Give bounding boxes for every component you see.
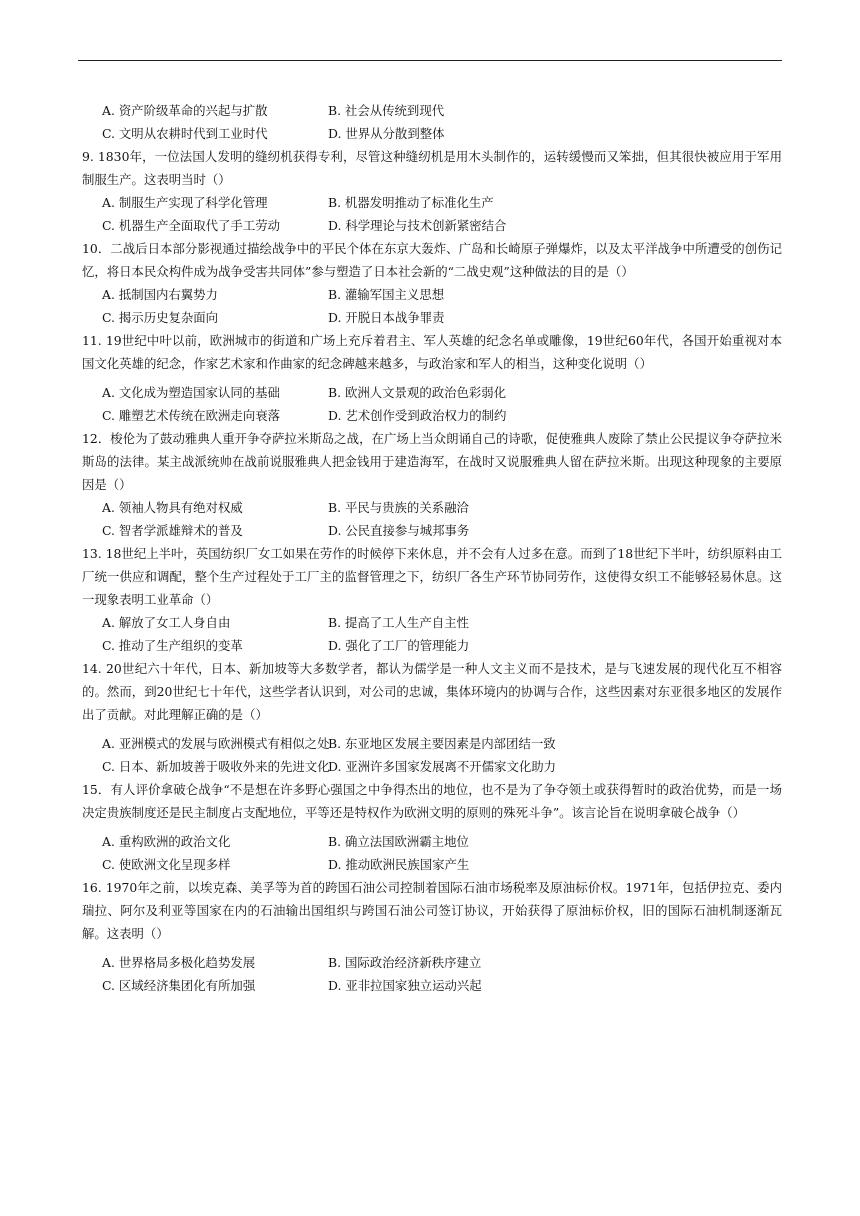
option-b: B. 国际政治经济新秩序建立 <box>328 955 482 970</box>
question-11 <box>82 329 782 427</box>
option-c: C. 日本、新加坡善于吸收外来的先进文化 <box>102 759 330 774</box>
question-stem: 15．有人评价拿破仑战争“不是想在许多野心强国之中争得杰出的地位，也不是为了争夺领土或获得暂时的政治优势，而是一场决定贵族制度还是民主制度占支配地位，平等还是特权作为欧洲文明的原则的殊死斗争”。该言论旨在说明拿破仑战争（） <box>82 782 782 820</box>
option-c: C. 雕塑艺术传统在欧洲走向衰落 <box>102 408 280 423</box>
question-12 <box>82 427 782 542</box>
option-d: D. 开脱日本战争罪责 <box>328 310 445 325</box>
option-a: A. 重构欧洲的政治文化 <box>102 834 231 849</box>
question-10 <box>82 237 782 329</box>
question-8-options <box>82 99 782 145</box>
option-b: B. 欧洲人文景观的政治色彩弱化 <box>328 385 507 400</box>
option-d: D. 强化了工厂的管理能力 <box>328 638 470 653</box>
question-15 <box>82 778 782 876</box>
option-c: C. 区域经济集团化有所加强 <box>102 978 256 993</box>
option-c: C. 机器生产全面取代了手工劳动 <box>102 218 280 233</box>
header-rule <box>78 60 782 61</box>
option-c: C. 智者学派雄辩术的普及 <box>102 523 243 538</box>
question-stem: 13. 18世纪上半叶，英国纺织厂女工如果在劳作的时候停下来休息，并不会有人过多在意。而到了18世纪下半叶，纺织原料由工厂统一供应和调配，整个生产过程处于工厂主的监督管理之下，纺织厂各生产环节协同劳作，这使得女织工不能够轻易休息。这一现象表明工业革命（） <box>82 546 782 607</box>
option-a: A. 亚洲模式的发展与欧洲模式有相似之处 <box>102 736 330 751</box>
option-b: B. 平民与贵族的关系融洽 <box>328 500 469 515</box>
option-c: C. 使欧洲文化呈现多样 <box>102 857 231 872</box>
question-stem: 9. 1830年，一位法国人发明的缝纫机获得专利，尽管这种缝纫机是用木头制作的，运转缓慢而又笨拙，但其很快被应用于军用制服生产。这表明当时（） <box>82 149 782 187</box>
question-stem: 14. 20世纪六十年代，日本、新加坡等大多数学者，都认为儒学是一种人文主义而不是技术，是与飞速发展的现代化互不相容的。然而，到20世纪七十年代，这些学者认识到，对公司的忠诚，集体环境内的协调与合作，这些因素对东亚很多地区的发展作出了贡献。对此理解正确的是（） <box>82 661 782 722</box>
question-stem: 12．梭伦为了鼓动雅典人重开争夺萨拉米斯岛之战，在广场上当众朗诵自己的诗歌，促使雅典人废除了禁止公民提议争夺萨拉米斯岛的法律。某主战派统帅在战前说服雅典人把金钱用于建造海军，在战时又说服雅典人留在萨拉米斯。出现这种现象的主要原因是（） <box>82 431 782 492</box>
option-d: D. 艺术创作受到政治权力的制约 <box>328 408 507 423</box>
question-stem: 10．二战后日本部分影视通过描绘战争中的平民个体在东京大轰炸、广岛和长崎原子弹爆炸，以及太平洋战争中所遭受的创伤记忆，将日本民众构件成为战争受害共同体”参与塑造了日本社会新的“二战史观”这种做法的目的是（） <box>82 241 782 279</box>
option-d: D. 公民直接参与城邦事务 <box>328 523 470 538</box>
option-d: D. 科学理论与技术创新紧密结合 <box>328 218 507 233</box>
option-a: A. 解放了女工人身自由 <box>102 615 231 630</box>
question-9 <box>82 145 782 237</box>
option-a: A. 制服生产实现了科学化管理 <box>102 195 268 210</box>
option-c: C. 揭示历史复杂面向 <box>102 310 219 325</box>
option-c: C. 推动了生产组织的变革 <box>102 638 243 653</box>
option-b: B. 社会从传统到现代 <box>328 103 445 118</box>
option-a: A. 抵制国内右翼势力 <box>102 287 218 302</box>
option-a: A. 文化成为塑造国家认同的基础 <box>102 385 280 400</box>
option-d: D. 亚洲许多国家发展离不开儒家文化助力 <box>328 759 557 774</box>
option-a: A. 世界格局多极化趋势发展 <box>102 955 256 970</box>
option-b: B. 提高了工人生产自主性 <box>328 615 469 630</box>
question-page <box>82 99 782 997</box>
question-16 <box>82 876 782 997</box>
option-a: A. 领袖人物具有绝对权威 <box>102 500 243 515</box>
option-b: B. 机器发明推动了标准化生产 <box>328 195 494 210</box>
option-d: D. 亚非拉国家独立运动兴起 <box>328 978 482 993</box>
question-stem: 11. 19世纪中叶以前，欧洲城市的街道和广场上充斥着君主、军人英雄的纪念名单或雕像，19世纪60年代，各国开始重视对本国文化英雄的纪念，作家艺术家和作曲家的纪念碑越来越多，与政治家和军人的相当，这种变化说明（） <box>82 333 782 371</box>
option-d: D. 推动欧洲民族国家产生 <box>328 857 470 872</box>
option-b: B. 东亚地区发展主要因素是内部团结一致 <box>328 736 556 751</box>
option-b: B. 确立法国欧洲霸主地位 <box>328 834 469 849</box>
question-13 <box>82 542 782 657</box>
question-stem: 16. 1970年之前，以埃克森、美孚等为首的跨国石油公司控制着国际石油市场税率及原油标价权。1971年，包括伊拉克、委内瑞拉、阿尔及利亚等国家在内的石油输出国组织与跨国石油公司签订协议，开始获得了原油标价权，旧的国际石油机制逐渐瓦解。这表明（） <box>82 880 782 941</box>
option-d: D. 世界从分散到整体 <box>328 126 445 141</box>
option-a: A. 资产阶级革命的兴起与扩散 <box>102 103 268 118</box>
option-c: C. 文明从农耕时代到工业时代 <box>102 126 268 141</box>
option-b: B. 灌输军国主义思想 <box>328 287 445 302</box>
question-14 <box>82 657 782 778</box>
